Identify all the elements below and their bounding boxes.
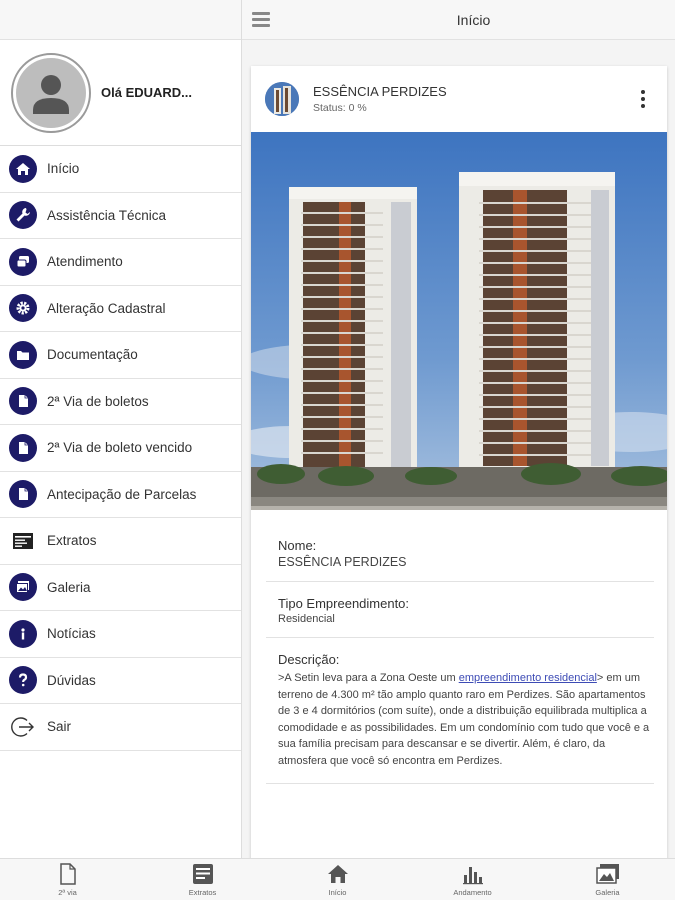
tab-label: Extratos bbox=[188, 888, 217, 897]
wrench-icon bbox=[9, 201, 37, 229]
document-icon bbox=[59, 863, 77, 885]
sidebar-item-extratos[interactable] bbox=[0, 518, 241, 565]
tab-label: Galeria bbox=[595, 888, 620, 897]
sidebar-item-label: Início bbox=[47, 161, 80, 177]
tab-andamento[interactable] bbox=[405, 859, 540, 900]
sidebar-item-assistencia-tecnica[interactable] bbox=[0, 193, 241, 240]
field-name-value: ESSÊNCIA PERDIZES bbox=[278, 555, 407, 569]
tab-label: Andamento bbox=[453, 888, 492, 897]
field-name bbox=[266, 510, 654, 582]
sidebar-item-inicio[interactable] bbox=[0, 146, 241, 193]
tab-galeria[interactable] bbox=[540, 859, 675, 900]
sidebar-item-galeria[interactable] bbox=[0, 565, 241, 612]
user-icon bbox=[16, 58, 86, 128]
gallery-icon bbox=[9, 573, 37, 601]
project-info bbox=[313, 84, 447, 114]
sidebar-item-label: Documentação bbox=[47, 347, 138, 363]
gallery-icon bbox=[596, 863, 620, 885]
sidebar-item-sair[interactable] bbox=[0, 704, 241, 751]
field-type bbox=[266, 582, 654, 638]
top-header bbox=[242, 0, 675, 40]
sidebar-item-label: Antecipação de Parcelas bbox=[47, 486, 197, 502]
sidebar-item-duvidas[interactable] bbox=[0, 658, 241, 705]
field-description bbox=[266, 638, 654, 784]
project-card-header bbox=[251, 66, 667, 132]
tab-label: 2ª via bbox=[58, 888, 77, 897]
field-name-label: Nome: bbox=[278, 538, 317, 553]
sidebar bbox=[0, 0, 242, 858]
sidebar-item-label: Galeria bbox=[47, 579, 91, 595]
sidebar-top-bar bbox=[0, 0, 241, 40]
avatar[interactable] bbox=[11, 53, 91, 133]
tab-extratos[interactable] bbox=[135, 859, 270, 900]
info-icon bbox=[9, 620, 37, 648]
user-greeting: Olá EDUARD... bbox=[101, 85, 193, 100]
sidebar-item-label: Sair bbox=[47, 719, 72, 735]
home-icon bbox=[9, 155, 37, 183]
folder-icon bbox=[9, 341, 37, 369]
sidebar-item-alteracao-cadastral[interactable] bbox=[0, 286, 241, 333]
project-photo bbox=[251, 132, 667, 510]
sidebar-item-noticias[interactable] bbox=[0, 611, 241, 658]
project-thumbnail[interactable] bbox=[265, 82, 299, 116]
sidebar-item-documentacao[interactable] bbox=[0, 332, 241, 379]
tab-2a-via[interactable] bbox=[0, 859, 135, 900]
tab-inicio[interactable] bbox=[270, 859, 405, 900]
description-link[interactable]: empreendimento residencial bbox=[458, 672, 597, 684]
sidebar-item-label: Extratos bbox=[47, 533, 97, 549]
sidebar-item-2a-via-boletos[interactable] bbox=[0, 379, 241, 426]
sidebar-item-label: 2ª Via de boletos bbox=[47, 393, 149, 409]
sidebar-item-label: Atendimento bbox=[47, 254, 123, 270]
field-type-label: Tipo Empreendimento: bbox=[278, 596, 410, 611]
field-description-value bbox=[278, 670, 654, 769]
sidebar-item-label: Notícias bbox=[47, 626, 96, 642]
sidebar-item-label: 2ª Via de boleto vencido bbox=[47, 440, 193, 456]
sidebar-item-label: Assistência Técnica bbox=[47, 207, 167, 223]
document-icon bbox=[9, 480, 37, 508]
sidebar-item-antecipacao-parcelas[interactable] bbox=[0, 472, 241, 519]
more-vert-icon[interactable] bbox=[641, 90, 647, 111]
question-icon bbox=[9, 666, 37, 694]
sidebar-item-atendimento[interactable] bbox=[0, 239, 241, 286]
field-type-value: Residencial bbox=[278, 613, 335, 625]
page-title: Início bbox=[456, 12, 491, 28]
project-name: ESSÊNCIA PERDIZES bbox=[313, 84, 447, 99]
profile-section bbox=[0, 40, 241, 146]
tab-label: Início bbox=[328, 888, 347, 897]
statement-icon bbox=[192, 863, 214, 885]
bottom-navigation bbox=[0, 858, 675, 900]
project-card bbox=[251, 66, 667, 858]
logout-icon bbox=[9, 713, 37, 741]
document-icon bbox=[9, 387, 37, 415]
document-icon bbox=[9, 434, 37, 462]
field-description-label: Descrição: bbox=[278, 652, 340, 667]
gear-icon bbox=[9, 294, 37, 322]
project-status: Status: 0 % bbox=[313, 102, 367, 114]
sidebar-item-label: Alteração Cadastral bbox=[47, 300, 166, 316]
main-content[interactable] bbox=[242, 40, 675, 858]
statement-icon bbox=[9, 527, 37, 555]
bar-chart-icon bbox=[462, 863, 484, 885]
sidebar-item-2a-via-boleto-vencido[interactable] bbox=[0, 425, 241, 472]
home-icon bbox=[327, 863, 349, 885]
chat-icon bbox=[9, 248, 37, 276]
description-text-start: >A Setin leva para a Zona Oeste um bbox=[278, 672, 459, 684]
sidebar-item-label: Dúvidas bbox=[47, 672, 96, 688]
description-text-end: > em um terreno de 4.300 m² tão amplo quanto raro em Perdizes. São apartamentos de 3 e 4 dormitórios (com suíte), onde a distribuição equilibrada multiplica a comodidade e as possibilidades. Em um condomínio com tudo que você e a sua família precisam para descansar e se divertir. Além, é claro, da atmosfera que você só encontra em Perdizes. bbox=[278, 672, 650, 767]
